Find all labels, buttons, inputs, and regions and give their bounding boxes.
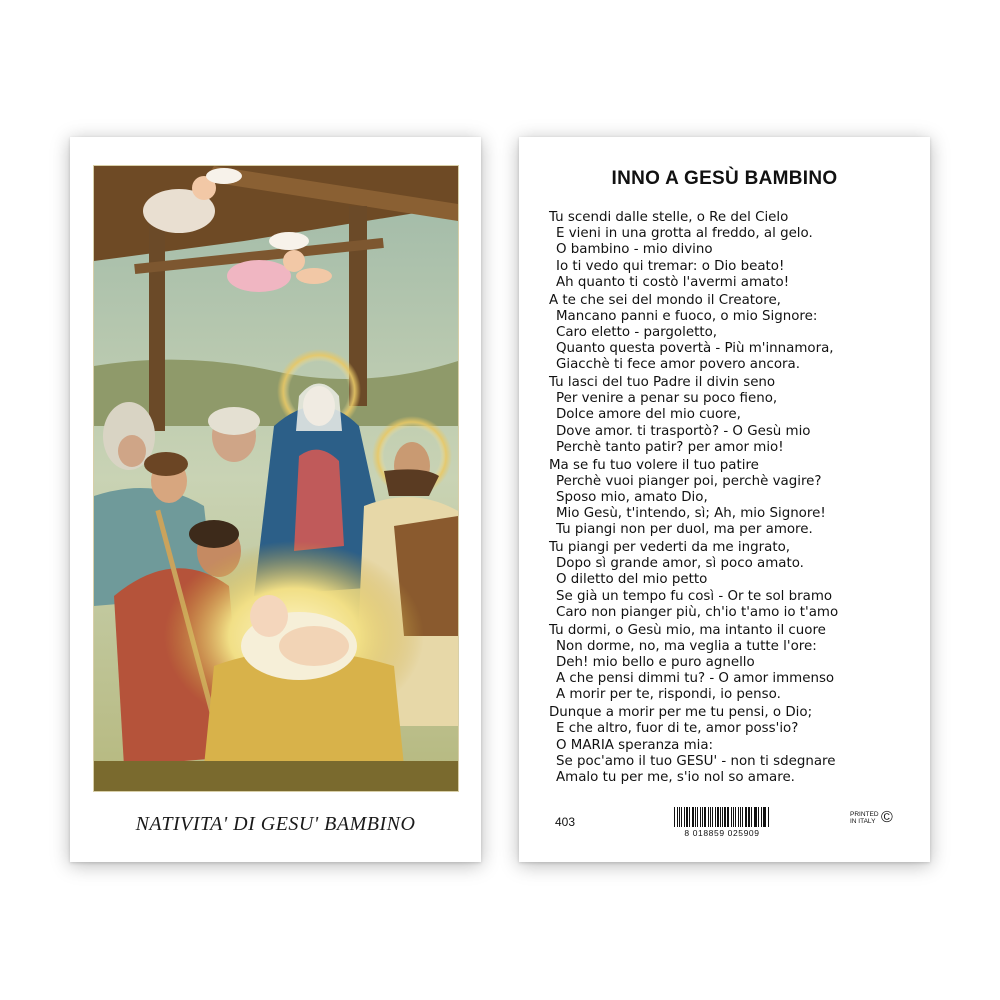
hymn-line: Io ti vedo qui tremar: o Dio beato! bbox=[556, 258, 785, 274]
hymn-text bbox=[549, 210, 909, 788]
barcode-bar bbox=[677, 807, 678, 827]
hymn-stanza bbox=[549, 375, 909, 456]
barcode-bar bbox=[758, 807, 759, 827]
barcode-bar bbox=[700, 807, 701, 827]
barcode-bar bbox=[710, 807, 712, 827]
hymn-line: Dopo sì grande amor, sì poco amato. bbox=[556, 556, 804, 572]
hymn-line: Per venire a penar su poco fieno, bbox=[556, 391, 778, 407]
hymn-stanza bbox=[549, 623, 909, 704]
barcode-bar bbox=[768, 807, 769, 827]
printed-in-italy bbox=[850, 811, 879, 825]
hymn-stanza bbox=[549, 458, 909, 539]
barcode-bar bbox=[689, 807, 690, 827]
hymn-line: Se già un tempo fu così - Or te sol bramo bbox=[556, 588, 833, 604]
barcode-bar bbox=[720, 807, 721, 827]
hymn-line: Tu piangi per vederti da me ingrato, bbox=[549, 540, 791, 556]
hymn-line: A morir per te, rispondi, io penso. bbox=[556, 687, 781, 703]
printed-line-1: PRINTED bbox=[850, 811, 879, 818]
barcode-bar bbox=[748, 807, 750, 827]
hymn-line: O bambino - mio divino bbox=[556, 242, 713, 258]
hymn-line: Tu dormi, o Gesù mio, ma intanto il cuore bbox=[549, 622, 826, 638]
barcode-bar bbox=[740, 807, 741, 827]
barcode-bar bbox=[742, 807, 743, 827]
holy-card-back bbox=[519, 137, 930, 862]
barcode-bar bbox=[724, 807, 726, 827]
hymn-line: Tu scendi dalle stelle, o Re del Cielo bbox=[549, 210, 789, 225]
hymn-line: Amalo tu per me, s'io nol so amare. bbox=[556, 769, 795, 785]
barcode-bar bbox=[686, 807, 688, 827]
hymn-line: Quanto questa povertà - Più m'innamora, bbox=[556, 341, 834, 357]
barcode-bar bbox=[735, 807, 736, 827]
hymn-line: E che altro, fuor di te, amor poss'io? bbox=[556, 721, 799, 737]
barcode-bar bbox=[702, 807, 703, 827]
barcode-bar bbox=[708, 807, 709, 827]
barcode-bar bbox=[755, 807, 757, 827]
barcode-bar bbox=[697, 807, 698, 827]
hymn-line: E vieni in una grotta al freddo, al gelo. bbox=[556, 226, 813, 242]
copyright-icon: © bbox=[881, 809, 893, 826]
hymn-line: Dove amor. ti trasportò? - O Gesù mio bbox=[556, 423, 811, 439]
barcode-bar bbox=[692, 807, 694, 827]
front-caption: NATIVITA' DI GESU' BAMBINO bbox=[135, 813, 416, 835]
hymn-line: Ma se fu tuo volere il tuo patire bbox=[549, 457, 759, 473]
hymn-line: Deh! mio bello e puro agnello bbox=[556, 654, 755, 670]
hymn-line: Mio Gesù, t'intendo, sì; Ah, mio Signore! bbox=[556, 506, 826, 522]
hymn-line: Perchè vuoi pianger poi, perchè vagire? bbox=[556, 473, 822, 489]
hymn-line: Giacchè ti fece amor povero ancora. bbox=[556, 357, 800, 373]
barcode-bar bbox=[695, 807, 697, 827]
barcode-bar bbox=[679, 807, 681, 827]
barcode-bar bbox=[764, 807, 766, 827]
barcode-bar bbox=[727, 807, 729, 827]
barcode-bar bbox=[754, 807, 755, 827]
hymn-line: Mancano panni e fuoco, o mio Signore: bbox=[556, 308, 818, 324]
hymn-line: Perchè tanto patir? per amor mio! bbox=[556, 439, 784, 455]
barcode bbox=[674, 807, 770, 838]
hymn-line: Se poc'amo il tuo GESU' - non ti sdegnare bbox=[556, 753, 836, 769]
barcode-bar bbox=[681, 807, 682, 827]
hymn-line: Tu lasci del tuo Padre il divin seno bbox=[549, 375, 776, 391]
hymn-stanza bbox=[549, 705, 909, 786]
barcode-bar bbox=[717, 807, 719, 827]
hymn-line: Ah quanto ti costò l'avermi amato! bbox=[556, 274, 790, 290]
printed-line-2: IN ITALY bbox=[850, 818, 876, 825]
barcode-bar bbox=[761, 807, 762, 827]
barcode-bar bbox=[745, 807, 747, 827]
barcode-bar bbox=[674, 807, 675, 827]
barcode-bar bbox=[738, 807, 740, 827]
barcode-bar bbox=[733, 807, 734, 827]
hymn-stanza bbox=[549, 540, 909, 621]
barcode-bar bbox=[751, 807, 752, 827]
hymn-stanza bbox=[549, 293, 909, 374]
barcode-bar bbox=[722, 807, 723, 827]
hymn-line: Caro eletto - pargoletto, bbox=[556, 324, 718, 340]
hymn-line: Sposo mio, amato Dio, bbox=[556, 489, 708, 505]
barcode-bar bbox=[712, 807, 713, 827]
hymn-line: O diletto del mio petto bbox=[556, 572, 708, 588]
hymn-stanza bbox=[549, 210, 909, 291]
card-code-number: 403 bbox=[555, 815, 576, 829]
hymn-line: Dunque a morir per me tu pensi, o Dio; bbox=[549, 705, 813, 721]
hymn-line: A che pensi dimmi tu? - O amor immenso bbox=[556, 671, 835, 687]
barcode-digits: 8 018859 025909 bbox=[684, 828, 760, 838]
nativity-painting bbox=[93, 165, 459, 792]
hymn-line: Non dorme, no, ma veglia a tutte l'ore: bbox=[556, 638, 817, 654]
barcode-bar bbox=[731, 807, 732, 827]
holy-card-front bbox=[70, 137, 481, 862]
barcode-bar bbox=[684, 807, 685, 827]
barcode-bar bbox=[704, 807, 706, 827]
barcode-bar bbox=[715, 807, 716, 827]
hymn-line: Tu piangi non per duol, ma per amore. bbox=[556, 522, 813, 538]
barcode-bar bbox=[763, 807, 764, 827]
hymn-line: O MARIA speranza mia: bbox=[556, 737, 714, 753]
hymn-line: Dolce amore del mio cuore, bbox=[556, 407, 741, 423]
hymn-title: INNO A GESÙ BAMBINO bbox=[611, 168, 838, 189]
hymn-line: Caro non pianger più, ch'io t'amo io t'amo bbox=[556, 604, 839, 620]
hymn-line: A te che sei del mondo il Creatore, bbox=[549, 292, 781, 308]
barcode-bars bbox=[674, 807, 770, 827]
